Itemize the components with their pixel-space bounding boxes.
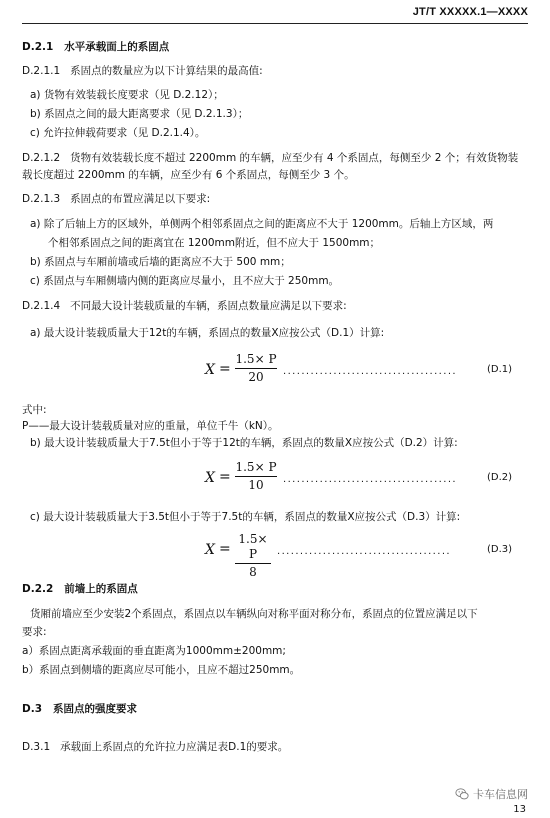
list-item: a) 除了后轴上方的区域外，单侧两个相邻系固点之间的距离应不大于 1200mm。后轴上方区域，两 — [30, 218, 494, 230]
clause-d211 — [22, 64, 263, 78]
equation-equals: = — [219, 361, 231, 377]
clause-number: D.2.1.4 — [22, 300, 61, 312]
where-label: 式中: — [22, 404, 47, 416]
leader-dots: ...................................... — [283, 366, 457, 377]
section-title: 水平承载面上的系固点 — [64, 41, 170, 53]
page-number: 13 — [513, 804, 526, 815]
list-item-cont: 个相邻系固点之间的距离宜在 1200mm附近，但不应大于 1500mm； — [48, 237, 381, 249]
leader-dots: ...................................... — [277, 546, 451, 557]
equation-lhs: X — [205, 470, 215, 486]
section-d21-heading — [22, 40, 169, 54]
list-item: a) 最大设计装载质量大于12t的车辆，系固点的数量X应按公式（D.1）计算: — [30, 327, 385, 339]
clause-text: 系固点的布置应满足以下要求: — [70, 193, 211, 205]
equation-numerator: 1.5× P — [235, 352, 277, 366]
equation-d3 — [205, 532, 515, 579]
equation-denominator: 8 — [249, 565, 257, 579]
clause-d212 — [22, 151, 518, 165]
fraction-bar — [235, 368, 277, 369]
equation-number: (D.1) — [487, 364, 513, 375]
fraction-bar — [235, 563, 271, 564]
equation-equals: = — [219, 541, 231, 557]
section-title: 系固点的强度要求 — [52, 703, 137, 715]
equation-lhs: X — [205, 542, 215, 558]
equation-denominator: 10 — [248, 478, 264, 492]
section-number: D.2.1 — [22, 41, 54, 53]
list-item: b）系固点到侧墙的距离应尽可能小，且应不超过250mm。 — [22, 664, 301, 676]
clause-text-cont: 载长度超过 2200mm 的车辆，应至少有 6 个系固点，每侧至少 3 个。 — [22, 169, 355, 181]
paragraph-cont: 要求: — [22, 626, 47, 638]
list-item: b) 最大设计装载质量大于7.5t但小于等于12t的车辆，系固点的数量X应按公式（D.2）计算: — [30, 437, 458, 449]
header-rule — [22, 23, 528, 24]
list-item: c) 允许拉伸载荷要求（见 D.2.1.4）。 — [30, 127, 206, 139]
clause-text: 不同最大设计装载质量的车辆，系固点数量应满足以下要求: — [70, 300, 347, 312]
equation-fraction — [235, 460, 277, 493]
clause-text: 系固点的数量应为以下计算结果的最高值: — [70, 65, 263, 77]
clause-number: D.3.1 — [22, 741, 51, 753]
clause-text: 货物有效装载长度不超过 2200mm 的车辆，应至少有 4 个系固点，每侧至少 2 个；有效货物装 — [70, 152, 519, 164]
list-item: b) 系固点之间的最大距离要求（见 D.2.1.3）； — [30, 108, 249, 120]
equation-numerator: 1.5× P — [235, 460, 277, 474]
clause-number: D.2.1.1 — [22, 65, 61, 77]
section-number: D.2.2 — [22, 583, 54, 595]
clause-d214 — [22, 299, 347, 313]
list-item: c) 最大设计装载质量大于3.5t但小于等于7.5t的车辆，系固点的数量X应按公式（D.3）计算: — [30, 511, 461, 523]
section-title: 前墙上的系固点 — [64, 583, 138, 595]
fraction-bar — [235, 476, 277, 477]
paragraph: 货厢前墙应至少安装2个系固点，系固点以车辆纵向对称平面对称分布，系固点的位置应满足以下 — [30, 608, 478, 620]
list-item: b) 系固点与车厢前墙或后墙的距离应不大于 500 mm； — [30, 256, 291, 268]
equation-fraction — [235, 352, 277, 385]
section-d3-heading — [22, 702, 137, 716]
equation-fraction — [235, 532, 271, 580]
list-item: a）系固点距离承载面的垂直距离为1000mm±200mm; — [22, 645, 286, 657]
section-number: D.3 — [22, 703, 43, 715]
wechat-icon — [455, 787, 469, 801]
equation-numerator: 1.5× P — [238, 532, 268, 561]
clause-text: 承载面上系固点的允许拉力应满足表D.1的要求。 — [60, 741, 289, 753]
clause-d213 — [22, 192, 210, 206]
leader-dots: ...................................... — [283, 474, 457, 485]
list-item: c) 系固点与车厢侧墙内侧的距离应尽量小，且不应大于 250mm。 — [30, 275, 340, 287]
equation-number: (D.2) — [487, 472, 513, 483]
equation-d2 — [205, 460, 515, 496]
clause-d31 — [22, 740, 288, 754]
equation-number: (D.3) — [487, 544, 513, 555]
equation-d1 — [205, 352, 515, 388]
symbol-definition: P——最大设计装载质量对应的重量，单位千牛（kN）。 — [22, 420, 279, 432]
equation-equals: = — [219, 469, 231, 485]
watermark-text: 卡车信息网 — [473, 788, 528, 801]
equation-denominator: 20 — [248, 370, 264, 384]
header-code: JT/T XXXXX.1—XXXX — [412, 6, 528, 18]
equation-lhs: X — [205, 362, 215, 378]
clause-number: D.2.1.3 — [22, 193, 61, 205]
clause-number: D.2.1.2 — [22, 152, 61, 164]
list-item: a) 货物有效装载长度要求（见 D.2.12）； — [30, 89, 224, 101]
watermark — [455, 786, 528, 802]
section-d22-heading — [22, 582, 138, 596]
